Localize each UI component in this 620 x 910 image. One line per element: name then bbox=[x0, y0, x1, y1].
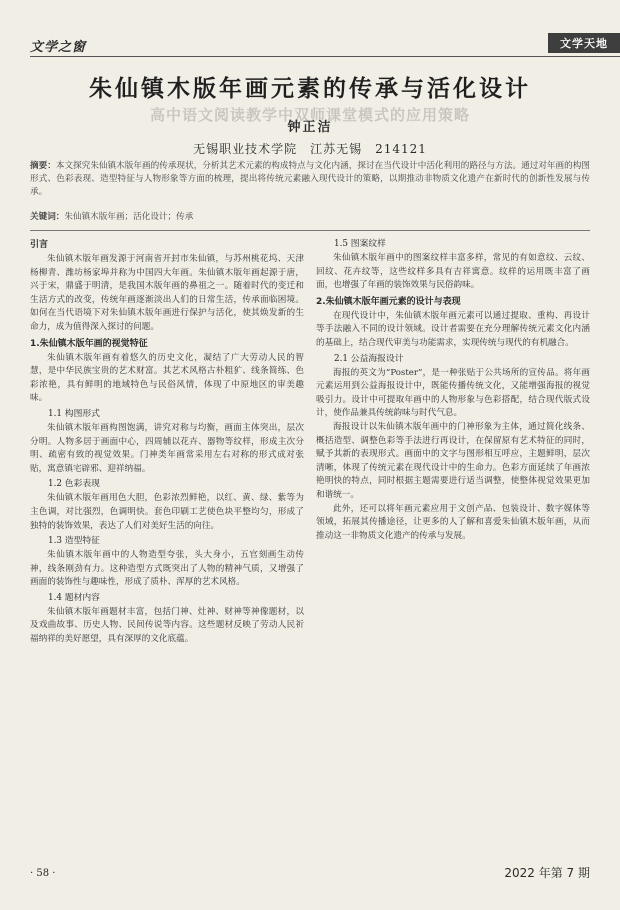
paragraph: 海报设计以朱仙镇木版年画中的门神形象为主体，通过简化线条、概括造型、调整色彩等手法进行再设计，在保留原有艺术特征的同时，赋予其新的表现形式。画面中的文字与图形相互呼应，主题鲜明，层次清晰，体现了传统元素在现代设计中的生命力。色彩方面延续了年画浓艳明快的特点，同时根据主题需要进行适当调整，使整体视觉效果更加和谐统一。 bbox=[316, 421, 590, 500]
keywords-rule bbox=[30, 230, 590, 231]
paragraph: 朱仙镇木版年画发源于河南省开封市朱仙镇，与苏州桃花坞、天津杨柳青、潍坊杨家埠并称为中国四大年画。朱仙镇木版年画起源于唐，兴于宋，鼎盛于明清，是我国木版年画的鼻祖之一。随着时代的变迁和生活方式的改变，传统年画逐渐淡出人们的日常生活，传承面临困境。如何在当代语境下对朱仙镇木版年画进行保护与活化，使其焕发新的生命力，成为值得深入探讨的问题。 bbox=[30, 254, 304, 332]
paragraph: 海报的英文为“Poster”，是一种张贴于公共场所的宣传品。将年画元素运用到公益海报设计中，既能传播传统文化，又能增强海报的视觉吸引力。设计中可提取年画中的人物形象与色彩搭配，结合现代版式设计，使作品兼具传统韵味与时代气息。 bbox=[316, 367, 590, 419]
paragraph: 此外，还可以将年画元素应用于文创产品、包装设计、数字媒体等领域，拓展其传播途径，让更多的人了解和喜爱朱仙镇木版年画，从而推动这一非物质文化遗产的传承与发展。 bbox=[316, 503, 590, 541]
header-rule bbox=[30, 56, 620, 57]
abstract-text: 本文探究朱仙镇木版年画的传承现状，分析其艺术元素的构成特点与文化内涵，探讨在当代设计中活化利用的路径与方法。通过对年画的构图形式、色彩表现、造型特征与人物形象等方面的梳理，提出将传统元素融入现代设计的策略，以期推动非物质文化遗产在新时代的创新性发展与传承。 bbox=[30, 161, 590, 197]
paragraph: 在现代设计中，朱仙镇木版年画元素可以通过提取、重构、再设计等手法融入不同的设计领域。设计者需要在充分理解传统元素文化内涵的基础上，结合现代审美与功能需求，实现传统与现代的有机融合。 bbox=[316, 310, 590, 348]
page-number: · 58 · bbox=[30, 868, 56, 879]
keywords-text: 朱仙镇木版年画；活化设计；传承 bbox=[64, 212, 194, 222]
paragraph: 朱仙镇木版年画用色大胆，色彩浓烈鲜艳，以红、黄、绿、紫等为主色调，对比强烈，色调明快。套色印刷工艺使色块平整均匀，形成了独特的装饰效果，表达了人们对美好生活的向往。 bbox=[30, 493, 304, 531]
issue-label: 2022 年第 7 期 bbox=[504, 866, 590, 880]
section-heading: 2.1 公益海报设计 bbox=[334, 353, 404, 364]
abstract bbox=[30, 160, 590, 199]
paragraph: 朱仙镇木版年画中的人物造型夸张，头大身小，五官刻画生动传神，线条刚劲有力。这种造型方式既突出了人物的精神气质，又增强了画面的装饰性与趣味性，形成了质朴、浑厚的艺术风格。 bbox=[30, 550, 304, 588]
paragraph: 朱仙镇木版年画中的图案纹样丰富多样，常见的有如意纹、云纹、回纹、花卉纹等，这些纹样多具有吉祥寓意。纹样的运用既丰富了画面，也增强了年画的装饰效果与民俗韵味。 bbox=[316, 253, 590, 291]
article-title: 朱仙镇木版年画元素的传承与活化设计 bbox=[89, 76, 531, 102]
right-column bbox=[316, 236, 590, 841]
keywords-label: 关键词： bbox=[30, 212, 65, 222]
abstract-label: 摘要： bbox=[30, 161, 56, 171]
section-heading: 1.3 造型特征 bbox=[48, 536, 100, 547]
bleed-through-text: 高中语文阅读教学中双师课堂模式的应用策略 bbox=[149, 106, 470, 124]
section-heading: 1.朱仙镇木版年画的视觉特征 bbox=[30, 338, 148, 349]
paragraph: 朱仙镇木版年画题材丰富，包括门神、灶神、财神等神像题材，以及戏曲故事、历史人物、民间传说等内容。这些题材反映了劳动人民祈福纳祥的美好愿望，具有深厚的文化底蕴。 bbox=[30, 606, 304, 645]
paragraph: 朱仙镇木版年画有着悠久的历史文化，凝结了广大劳动人民的智慧，是中华民族宝贵的艺术财富。其艺术风格古朴粗犷、线条简练、色彩浓艳，具有鲜明的地域特色与民俗风情，体现了中原地区的审美趣味。 bbox=[30, 352, 304, 404]
column-tag: 文学天地 bbox=[548, 33, 620, 53]
author-affiliation: 无锡职业技术学院 江苏无锡 214121 bbox=[193, 142, 427, 156]
section-heading: 1.2 色彩表现 bbox=[48, 479, 100, 490]
section-heading: 1.5 图案纹样 bbox=[334, 239, 386, 249]
author-name: 钟正洁 bbox=[287, 120, 333, 135]
section-heading: 2.朱仙镇木版年画元素的设计与表现 bbox=[316, 296, 461, 307]
journal-name: 文学之窗 bbox=[30, 40, 87, 55]
keywords bbox=[30, 211, 590, 224]
paragraph: 朱仙镇木版年画构图饱满，讲究对称与均衡，画面主体突出，层次分明。人物多居于画面中心，四周辅以花卉、器物等纹样，形成主次分明、疏密有致的视觉效果。门神类年画常采用左右对称的形式成对张贴，寓意镇宅辟邪、迎祥纳福。 bbox=[30, 422, 304, 474]
section-heading: 1.4 题材内容 bbox=[48, 592, 100, 603]
left-column bbox=[30, 236, 304, 841]
section-heading: 引言 bbox=[30, 240, 49, 250]
section-heading: 1.1 构图形式 bbox=[48, 408, 100, 419]
